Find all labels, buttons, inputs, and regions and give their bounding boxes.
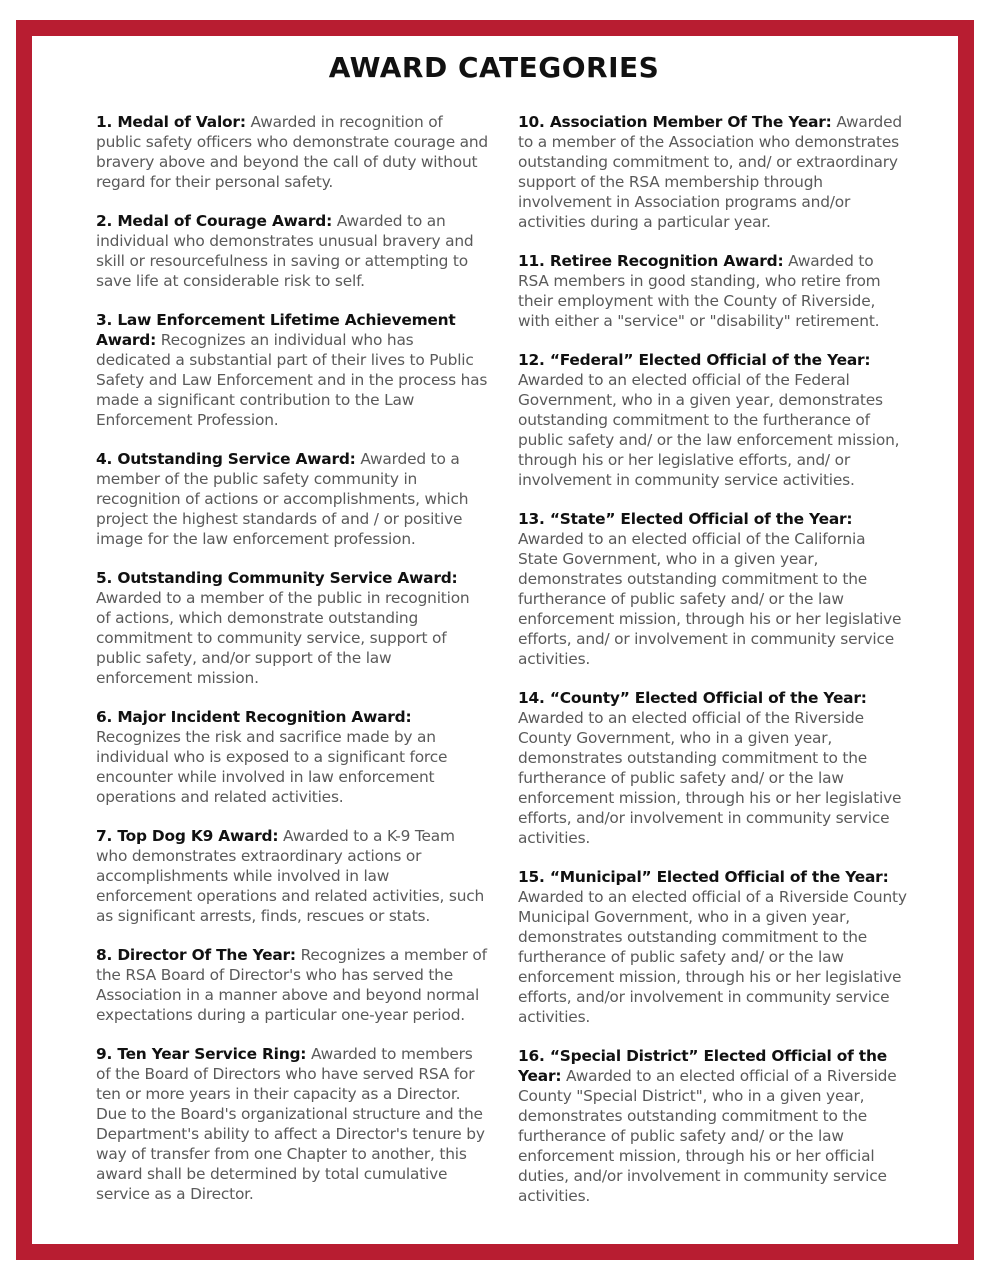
award-heading: 2. Medal of Courage Award: xyxy=(96,212,333,230)
award-heading: 5. Outstanding Community Service Award: xyxy=(96,569,458,587)
award-description: Awarded in recognition of public safety officers who demonstrate courage and bravery above and beyond the call of duty without regard for their personal safety. xyxy=(96,113,489,191)
award-item xyxy=(96,211,488,291)
award-heading: 15. “Municipal” Elected Official of the Year: xyxy=(518,868,889,886)
award-description: Recognizes an individual who has dedicated a substantial part of their lives to Public Safety and Law Enforcement and in the process has made a significant contribution to the Law Enforcement Profession. xyxy=(96,331,488,429)
award-heading: 13. “State” Elected Official of the Year: xyxy=(518,510,853,528)
award-item xyxy=(518,1046,908,1206)
award-description: Awarded to members of the Board of Directors who have served RSA for ten or more years in their capacity as a Director. Due to the Board's organizational structure and the Department's ability to affect a Director's tenure by way of transfer from one Chapter to another, this award shall be determined by total cumulative service as a Director. xyxy=(96,1045,485,1203)
award-description: Awarded to an elected official of a Riverside County Municipal Government, who in a given year, demonstrates outstanding commitment to the furtherance of public safety and/ or the law enforcement mission, through his or her legislative efforts, and/or involvement in community service activities. xyxy=(518,888,907,1026)
award-item xyxy=(96,449,488,549)
award-item xyxy=(518,112,908,232)
award-description: Awarded to a member of the Association who demonstrates outstanding commitment to, and/ or extraordinary support of the RSA membership through involvement in Association programs and/or activities during a particular year. xyxy=(518,113,902,231)
award-heading: 14. “County” Elected Official of the Year: xyxy=(518,689,867,707)
award-heading: 11. Retiree Recognition Award: xyxy=(518,252,784,270)
award-item xyxy=(518,509,908,669)
award-description: Awarded to a member of the public safety community in recognition of actions or accomplishments, which project the highest standards of and / or positive image for the law enforcement profession. xyxy=(96,450,469,548)
award-item xyxy=(96,707,488,807)
award-description: Recognizes the risk and sacrifice made by an individual who is exposed to a significant force encounter while involved in law enforcement operations and related activities. xyxy=(96,728,448,806)
award-heading: 9. Ten Year Service Ring: xyxy=(96,1045,307,1063)
award-item xyxy=(96,112,488,192)
award-description: Recognizes a member of the RSA Board of Director's who has served the Association in a manner above and beyond normal expectations during a particular one-year period. xyxy=(96,946,487,1024)
award-item xyxy=(518,350,908,490)
award-heading: 12. “Federal” Elected Official of the Year: xyxy=(518,351,871,369)
award-description: Awarded to an elected official of the Riverside County Government, who in a given year, demonstrates outstanding commitment to the furtherance of public safety and/ or the law enforcement mission, through his or her legislative efforts, and/or involvement in community service activities. xyxy=(518,709,902,847)
award-item xyxy=(96,826,488,926)
award-description: Awarded to RSA members in good standing, who retire from their employment with the County of Riverside, with either a "service" or "disability" retirement. xyxy=(518,252,881,330)
award-heading: 10. Association Member Of The Year: xyxy=(518,113,832,131)
award-heading: 6. Major Incident Recognition Award: xyxy=(96,708,412,726)
award-heading: 8. Director Of The Year: xyxy=(96,946,296,964)
award-item xyxy=(518,867,908,1027)
award-description: Awarded to an elected official of the California State Government, who in a given year, demonstrates outstanding commitment to the furtherance of public safety and/ or the law enforcement mission, through his or her legislative efforts, and/ or involvement in community service activities. xyxy=(518,530,902,668)
award-item xyxy=(96,310,488,430)
right-column xyxy=(518,112,908,1225)
award-item xyxy=(518,251,908,331)
left-column xyxy=(96,112,488,1223)
award-heading: 4. Outstanding Service Award: xyxy=(96,450,356,468)
award-heading: 7. Top Dog K9 Award: xyxy=(96,827,279,845)
award-item xyxy=(96,945,488,1025)
award-description: Awarded to a member of the public in recognition of actions, which demonstrate outstanding commitment to community service, support of public safety, and/or support of the law enforcement mission. xyxy=(96,589,470,687)
award-item xyxy=(518,688,908,848)
award-heading: 3. Law Enforcement Lifetime Achievement Award: xyxy=(96,311,456,349)
page-title: AWARD CATEGORIES xyxy=(328,51,660,84)
award-description: Awarded to an elected official of the Federal Government, who in a given year, demonstrates outstanding commitment to the furtherance of public safety and/ or the law enforcement mission, through his or her legislative efforts, and/ or involvement in community service activities. xyxy=(518,371,900,489)
award-item xyxy=(96,1044,488,1204)
award-description: Awarded to an elected official of a Riverside County "Special District", who in a given year, demonstrates outstanding commitment to the furtherance of public safety and/ or the law enforcement mission, through his or her official duties, and/or involvement in community service activities. xyxy=(518,1067,897,1205)
award-heading: 1. Medal of Valor: xyxy=(96,113,246,131)
award-description: Awarded to an individual who demonstrates unusual bravery and skill or resourcefulness in saving or attempting to save life at considerable risk to self. xyxy=(96,212,474,290)
award-heading: 16. “Special District” Elected Official of the Year: xyxy=(518,1047,887,1085)
award-description: Awarded to a K-9 Team who demonstrates extraordinary actions or accomplishments while involved in law enforcement operations and related activities, such as significant arrests, finds, rescues or stats. xyxy=(96,827,485,925)
award-item xyxy=(96,568,488,688)
